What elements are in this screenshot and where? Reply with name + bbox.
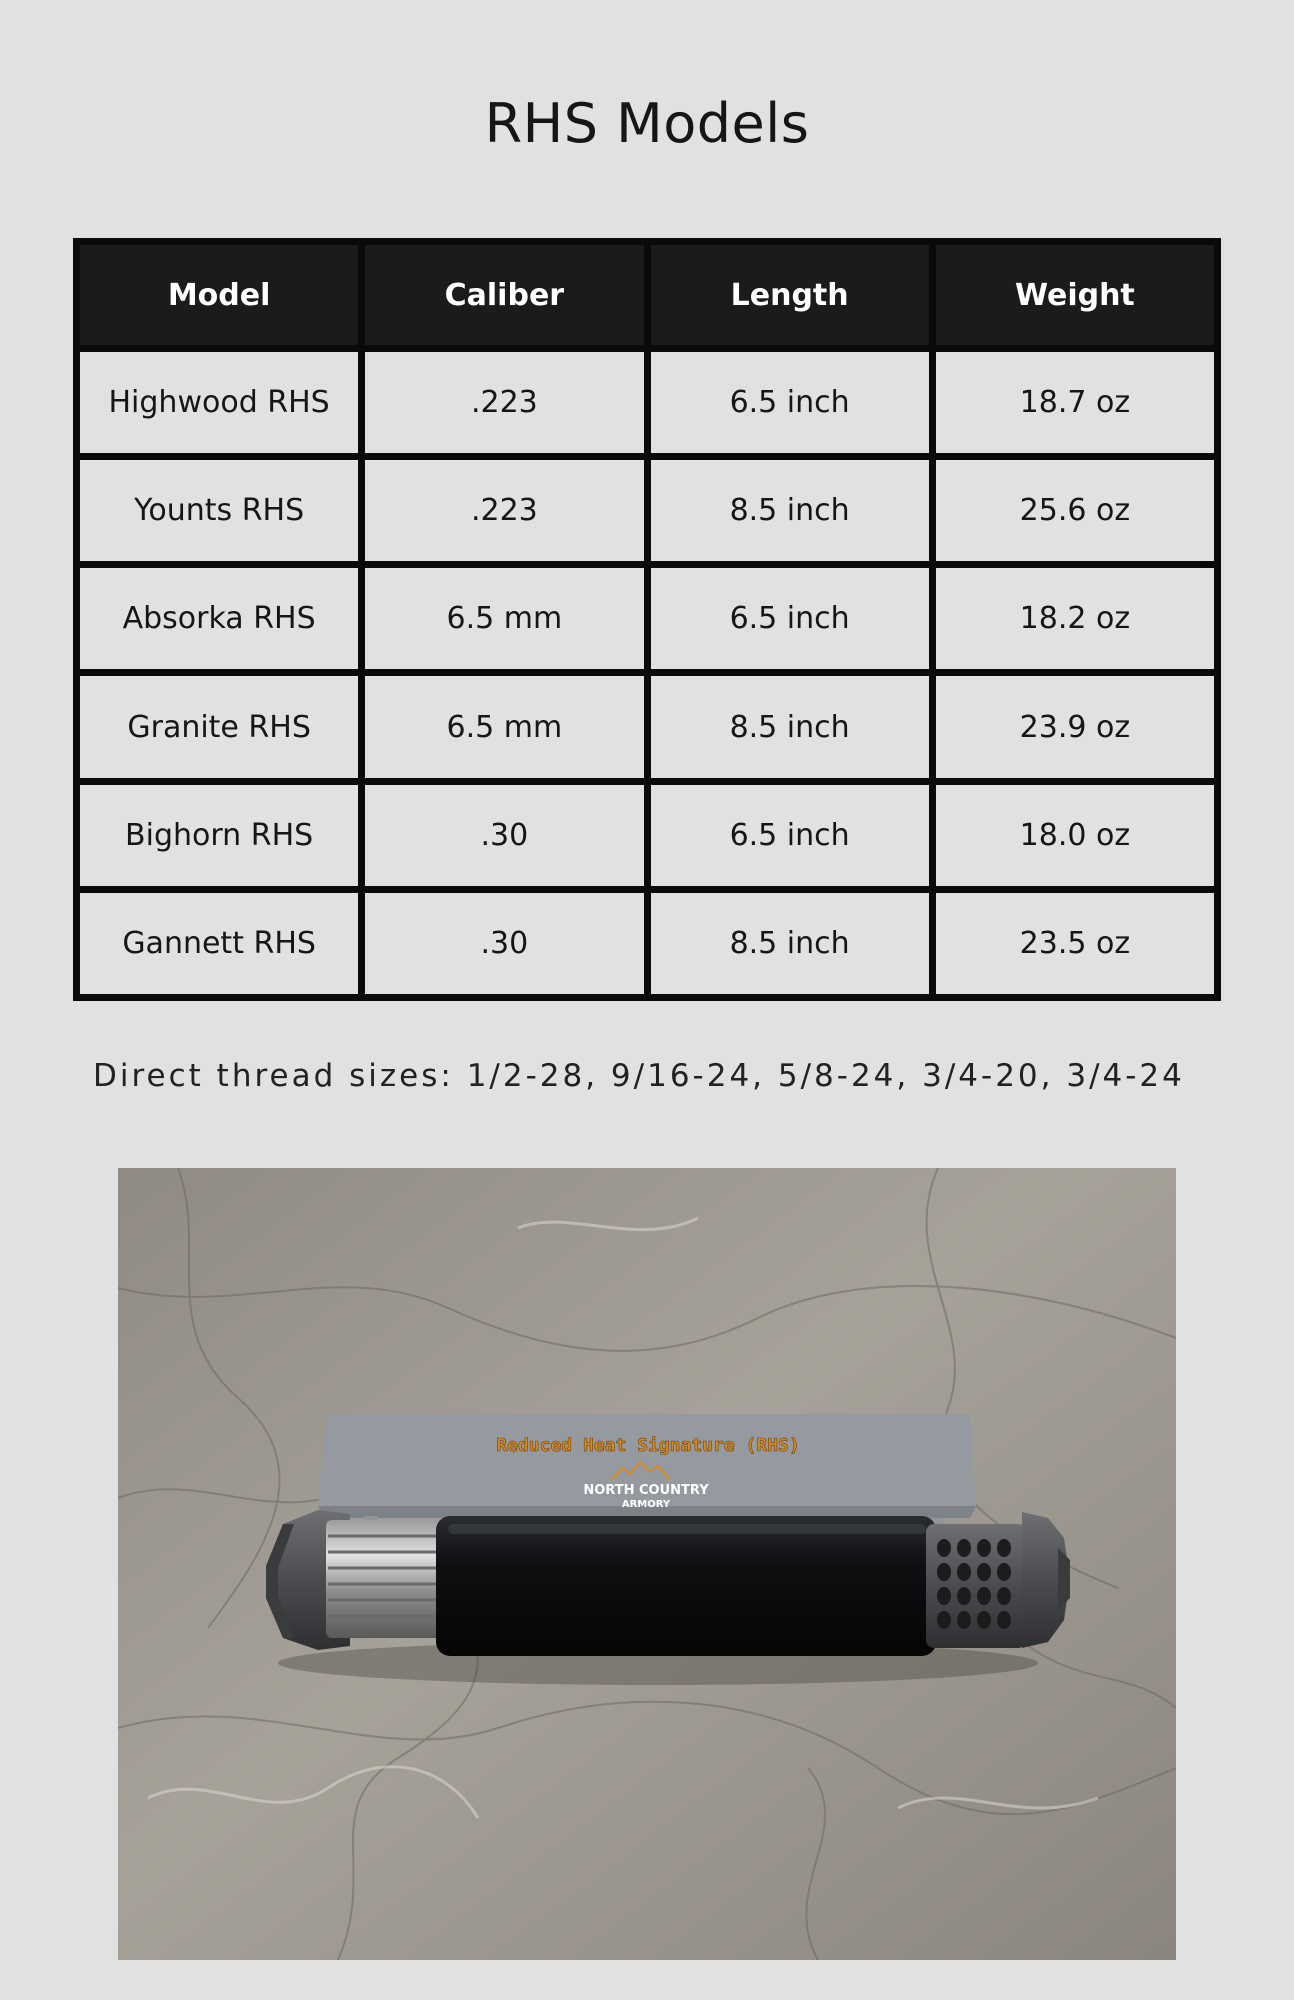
cell-model: Highwood RHS [80, 352, 358, 453]
cell-length: 6.5 inch [651, 785, 929, 886]
cell-caliber: .30 [365, 893, 643, 994]
black-tube [436, 1516, 936, 1656]
svg-text:NORTH COUNTRY: NORTH COUNTRY [583, 1483, 709, 1498]
table-row [80, 785, 1214, 886]
cell-length: 8.5 inch [651, 893, 929, 994]
cell-model: Granite RHS [80, 676, 358, 777]
table-row [80, 568, 1214, 669]
models-table [73, 238, 1221, 1001]
cell-weight: 23.5 oz [936, 893, 1214, 994]
header-model: Model [80, 245, 358, 345]
thread-sizes-note: Direct thread sizes: 1/2-28, 9/16-24, 5/8-24, 3/4-20, 3/4-24 [93, 1058, 1185, 1094]
svg-text:ARMORY: ARMORY [621, 1499, 671, 1510]
ported-muzzle-section [926, 1512, 1070, 1648]
cell-model: Absorka RHS [80, 568, 358, 669]
cell-caliber: .30 [365, 785, 643, 886]
cell-model: Gannett RHS [80, 893, 358, 994]
cell-model: Younts RHS [80, 460, 358, 561]
table-row [80, 460, 1214, 561]
cell-caliber: 6.5 mm [365, 676, 643, 777]
cell-length: 6.5 inch [651, 352, 929, 453]
cell-length: 6.5 inch [651, 568, 929, 669]
table-row [80, 676, 1214, 777]
cell-model: Bighorn RHS [80, 785, 358, 886]
table-row [80, 893, 1214, 994]
cell-length: 8.5 inch [651, 676, 929, 777]
cell-length: 8.5 inch [651, 460, 929, 561]
stand-label: Reduced Heat Signature (RHS) [496, 1435, 800, 1456]
cell-caliber: .223 [365, 460, 643, 561]
cell-weight: 23.9 oz [936, 676, 1214, 777]
cell-weight: 18.0 oz [936, 785, 1214, 886]
header-weight: Weight [936, 245, 1214, 345]
models-table-frame [73, 238, 1221, 1001]
table-row [80, 352, 1214, 453]
header-caliber: Caliber [365, 245, 643, 345]
header-length: Length [651, 245, 929, 345]
cell-weight: 25.6 oz [936, 460, 1214, 561]
cell-weight: 18.7 oz [936, 352, 1214, 453]
fluted-steel-section [326, 1520, 446, 1638]
product-photo [118, 1168, 1176, 1960]
cell-caliber: .223 [365, 352, 643, 453]
table-header-row [80, 245, 1214, 345]
cell-weight: 18.2 oz [936, 568, 1214, 669]
page-title: RHS Models [484, 92, 810, 155]
cell-caliber: 6.5 mm [365, 568, 643, 669]
